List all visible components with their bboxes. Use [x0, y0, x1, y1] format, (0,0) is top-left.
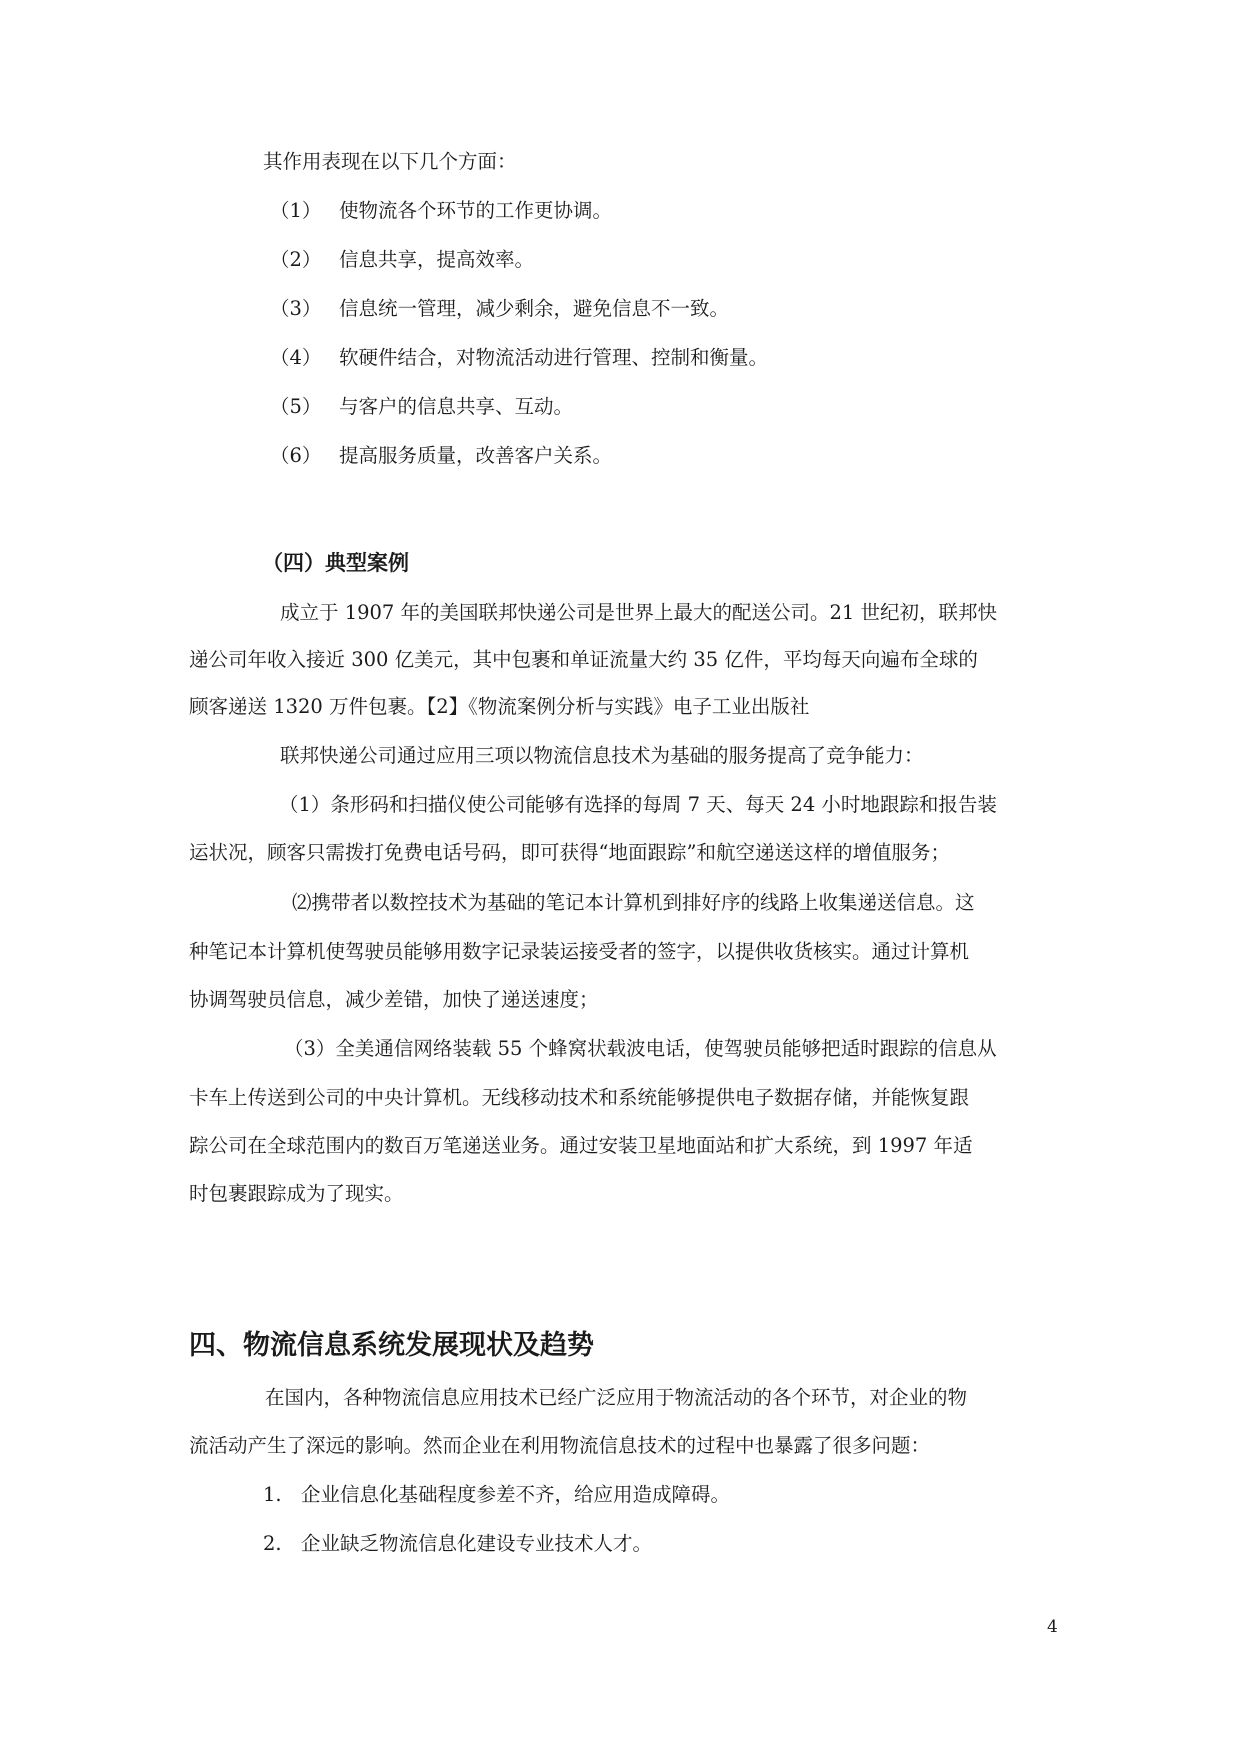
- item-text: 信息共享，提高效率。: [339, 248, 535, 271]
- item-text: 使物流各个环节的工作更协调。: [339, 199, 613, 222]
- intro-text: 其作用表现在以下几个方面：: [263, 150, 517, 173]
- case-item-line: 运状况，顾客只需拨打免费电话号码，即可获得“地面跟踪”和航空递送这样的增值服务；: [189, 841, 950, 864]
- section-para-line: 流活动产生了深远的影响。然而企业在利用物流信息技术的过程中也暴露了很多问题：: [189, 1434, 931, 1457]
- case-para-line: 联邦快递公司通过应用三项以物流信息技术为基础的服务提高了竞争能力：: [280, 744, 924, 767]
- list-item: [263, 1531, 652, 1557]
- item-number: （5）: [270, 395, 322, 418]
- item-text: 提高服务质量，改善客户关系。: [339, 444, 613, 467]
- case-item-line: 踪公司在全球范围内的数百万笔递送业务。通过安装卫星地面站和扩大系统，到 1997 年适: [189, 1134, 973, 1157]
- case-item-line: 协调驾驶员信息，减少差错，加快了递送速度；: [189, 988, 599, 1011]
- item-number: （3）: [270, 297, 322, 320]
- item-number: （4）: [270, 346, 322, 369]
- list-item: [270, 345, 768, 371]
- item-number: 1.: [263, 1483, 282, 1506]
- case-item-line: 时包裹跟踪成为了现实。: [189, 1182, 404, 1205]
- list-item: [263, 1482, 730, 1508]
- list-item: [270, 394, 573, 420]
- section-para-line: 在国内，各种物流信息应用技术已经广泛应用于物流活动的各个环节，对企业的物: [265, 1386, 968, 1409]
- item-number: 2.: [263, 1532, 282, 1555]
- item-number: （2）: [270, 248, 322, 271]
- case-para-line: 顾客递送 1320 万件包裹。【2】《物流案例分析与实践》电子工业出版社: [189, 695, 810, 718]
- case-para-line: 成立于 1907 年的美国联邦快递公司是世界上最大的配送公司。21 世纪初，联邦快: [280, 601, 998, 624]
- list-item: [270, 443, 612, 469]
- case-item-line: 卡车上传送到公司的中央计算机。无线移动技术和系统能够提供电子数据存储，并能恢复跟: [189, 1086, 970, 1109]
- page-number: 4: [1047, 1617, 1058, 1637]
- section-heading: 四、物流信息系统发展现状及趋势: [189, 1330, 594, 1361]
- item-text: 信息统一管理，减少剩余，避免信息不一致。: [339, 297, 730, 320]
- item-number: （6）: [270, 444, 322, 467]
- case-item-line: （3）全美通信网络装载 55 个蜂窝状载波电话，使驾驶员能够把适时跟踪的信息从: [284, 1037, 997, 1060]
- item-text: 企业信息化基础程度参差不齐，给应用造成障碍。: [301, 1483, 731, 1506]
- case-para-line: 递公司年收入接近 300 亿美元，其中包裹和单证流量大约 35 亿件，平均每天向遍布全球的: [189, 648, 978, 671]
- list-item: [270, 296, 729, 322]
- list-item: [270, 198, 612, 224]
- item-text: 企业缺乏物流信息化建设专业技术人才。: [301, 1532, 653, 1555]
- item-text: 软硬件结合，对物流活动进行管理、控制和衡量。: [339, 346, 769, 369]
- case-heading: （四）典型案例: [262, 550, 409, 575]
- case-item-line: ⑵携带者以数控技术为基础的笔记本计算机到排好序的线路上收集递送信息。这: [292, 891, 975, 914]
- item-text: 与客户的信息共享、互动。: [339, 395, 574, 418]
- item-number: （1）: [270, 199, 322, 222]
- list-item: [270, 247, 534, 273]
- case-item-line: （1）条形码和扫描仪使公司能够有选择的每周 7 天、每天 24 小时地跟踪和报告装: [279, 793, 997, 816]
- case-item-line: 种笔记本计算机使驾驶员能够用数字记录装运接受者的签字，以提供收货核实。通过计算机: [189, 940, 970, 963]
